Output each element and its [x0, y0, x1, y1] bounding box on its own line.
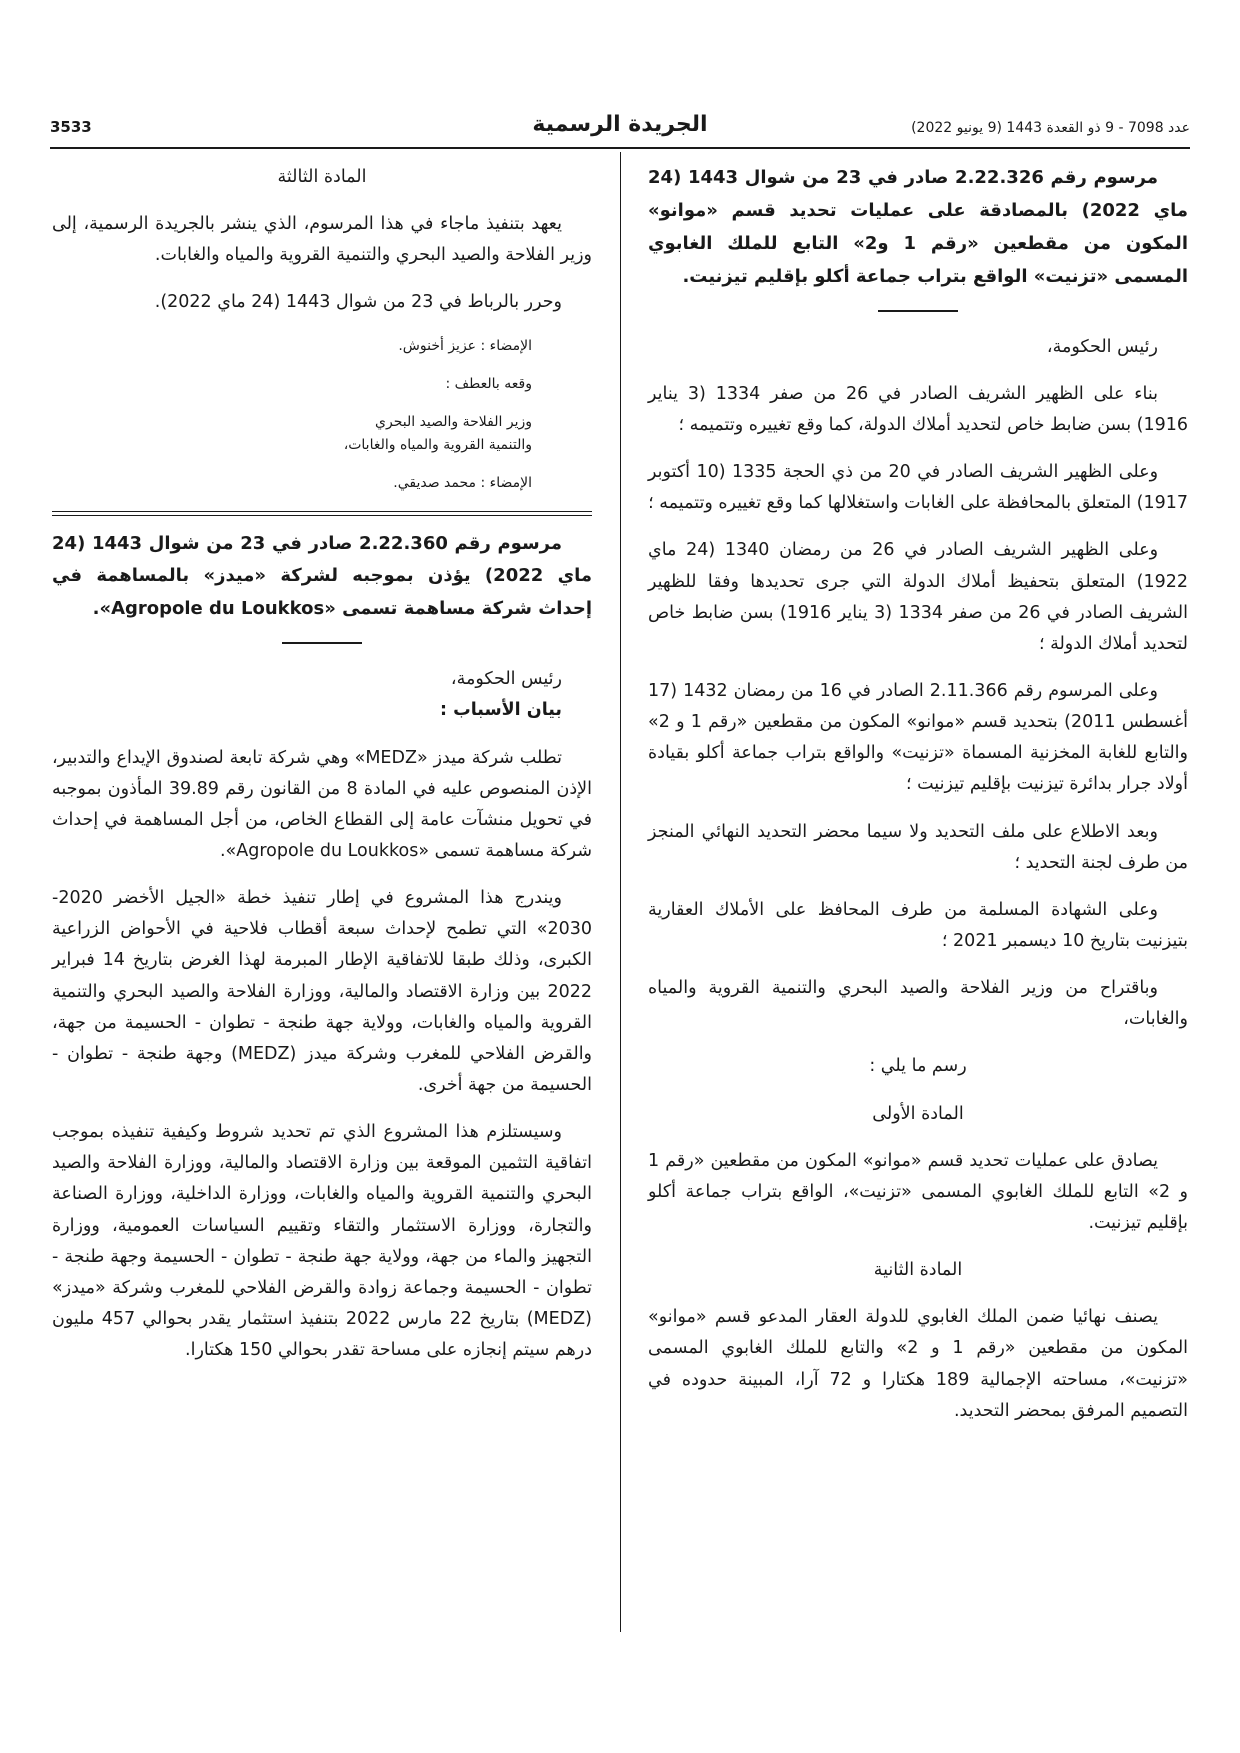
- reasons-paragraph: تطلب شركة ميدز «MEDZ» وهي شركة تابعة لصندوق الإيداع والتدبير، الإذن المنصوص عليه في المادة 8 من القانون رقم 39.89 المأذون بموجبه في تحويل منشآت عامة إلى القطاع الخاص، من أجل المساهمة في إحداث شركة مساهمة تسمى «Agropole du Loukkos».: [52, 747, 592, 862]
- preamble-paragraph: وعلى الظهير الشريف الصادر في 26 من رمضان 1340 (24 ماي 1922) المتعلق بتحفيظ أملاك الدولة التي جرى تحديدها وفقا للظهير الشريف الصادر في 26 من صفر 1334 (3 يناير 1916) بسن ضابط خاص لتحديد أملاك الدولة ؛: [648, 540, 1188, 654]
- reasons-title: بيان الأسباب :: [440, 700, 562, 721]
- title-separator: [878, 310, 958, 312]
- minister-title-line1: وزير الفلاحة والصيد البحري: [375, 414, 532, 431]
- journal-title: الجريدة الرسمية: [532, 112, 708, 137]
- left-column: [52, 162, 592, 1382]
- preamble-paragraph: وبعد الاطلاع على ملف التحديد ولا سيما محضر التحديد النهائي المنجز من طرف لجنة التحديد ؛: [648, 821, 1188, 873]
- minister-signature: الإمضاء : محمد صديقي.: [393, 475, 532, 492]
- page-number: 3533: [50, 118, 92, 136]
- decree-title: مرسوم رقم 2.22.360 صادر في 23 من شوال 1443 (24 ماي 2022) يؤذن بموجبه لشركة «ميدز» بالمساهمة في إحداث شركة مساهمة تسمى «Agropole du Loukkos».: [52, 532, 592, 620]
- preamble-paragraph: وعلى المرسوم رقم 2.11.366 الصادر في 16 من رمضان 1432 (17 أغسطس 2011) بتحديد قسم «موانو» المكون من مقطعين «رقم 1 و 2» والتابع للغابة المخزنية المسماة «تزنيت» والواقع بتراب جماعة أكلو بقيادة أولاد جرار بدائرة تيزنيت بإقليم تيزنيت ؛: [648, 681, 1189, 795]
- article-text: يصادق على عمليات تحديد قسم «موانو» المكون من مقطعين «رقم 1 و 2» التابع للملك الغابوي المسمى «تزنيت»، الواقع بتراب جماعة أكلو بإقليم تيزنيت.: [648, 1150, 1189, 1233]
- right-column: [648, 162, 1188, 1443]
- title-separator: [282, 642, 362, 644]
- header-rule: [50, 147, 1190, 149]
- article-text: يصنف نهائيا ضمن الملك الغابوي للدولة العقار المدعو قسم «موانو» المكون من مقطعين «رقم 1 و 2» والتابع للملك الغابوي المسمى «تزنيت»، مساحته الإجمالية 189 هكتارا و 72 آرا، المبينة حدوده في التصميم المرفق بمحضر التحديد.: [648, 1307, 1189, 1421]
- countersigned-label: وقعه بالعطف :: [445, 375, 532, 392]
- article-text: يعهد بتنفيذ ماجاء في هذا المرسوم، الذي ينشر بالجريدة الرسمية، إلى وزير الفلاحة والصيد البحري والتنمية القروية والمياه والغابات.: [52, 214, 592, 266]
- section-double-rule: [52, 511, 592, 516]
- reasons-paragraph: وسيستلزم هذا المشروع الذي تم تحديد شروط وكيفية تنفيذه بموجب اتفاقية التثمين الموقعة بين وزارة الاقتصاد والمالية، ووزارة الفلاحة والصيد البحري والتنمية القروية والمياه والغابات، ووزارة الداخلية، ووزارة الصناعة والتجارة، ووزارة الاستثمار والتقاء وتقييم السياسات العمومية، ووزارة التجهيز والماء من جهة، وولاية جهة طنجة - تطوان - الحسيمة وجهة طنجة - تطوان - الحسيمة وجماعة زوادة والقرض الفلاحي للمغرب وشركة «ميدز» (MEDZ) بتاريخ 22 مارس 2022 بتنفيذ استثمار يقدر بحوالي 457 مليون درهم سيتم إنجازه على مساحة تقدر بحوالي 150 هكتارا.: [52, 1122, 592, 1361]
- issue-info: عدد 7098 - 9 ذو القعدة 1443 (9 يونيو 2022): [911, 120, 1190, 136]
- preamble-paragraph: وعلى الظهير الشريف الصادر في 20 من ذي الحجة 1335 (10 أكتوبر 1917) المتعلق بالمحافظة على الغابات واستغلالها كما وقع تغييره وتتميمه ؛: [648, 462, 1188, 514]
- signature: الإمضاء : عزيز أخنوش.: [398, 337, 532, 354]
- article-title: المادة الأولى: [872, 1103, 964, 1124]
- reasons-paragraph: ويندرج هذا المشروع في إطار تنفيذ خطة «الجيل الأخضر 2020-2030» التي تطمح لإحداث سبعة أقطاب فلاحية في الأحواض الزراعية الكبرى، وذلك طبقا للاتفاقية الإطار المبرمة لهذا الغرض بتاريخ 14 فبراير 2022 بين وزارة الاقتصاد والمالية، ووزارة الفلاحة والصيد البحري والتنمية القروية والمياه والغابات، وولاية جهة طنجة - تطوان - الحسيمة من جهة، والقرض الفلاحي للمغرب وشركة ميدز (MEDZ) وجهة طنجة - تطوان - الحسيمة من جهة أخرى.: [52, 888, 593, 1096]
- preamble-paragraph: بناء على الظهير الشريف الصادر في 26 من صفر 1334 (3 يناير 1916) بسن ضابط خاص لتحديد أملاك الدولة، كما وقع تغييره وتتميمه ؛: [648, 383, 1188, 436]
- article-title: المادة الثانية: [873, 1260, 963, 1281]
- minister-title-line2: والتنمية القروية والمياه والغابات،: [343, 436, 532, 453]
- decree-title: مرسوم رقم 2.22.326 صادر في 23 من شوال 1443 (24 ماي 2022) بالمصادقة على عمليات تحديد قسم «موانو» المكون من مقطعين «رقم 1 و2» التابع للملك الغابوي المسمى «تزنيت» الواقع بتراب جماعة أكلو بإقليم تيزنيت.: [648, 167, 1188, 287]
- article-title: المادة الثالثة: [277, 167, 367, 187]
- preamble-paragraph: وباقتراح من وزير الفلاحة والصيد البحري والتنمية القروية والمياه والغابات،: [648, 978, 1188, 1030]
- preamble-paragraph: وعلى الشهادة المسلمة من طرف المحافظ على الأملاك العقارية بتيزنيت بتاريخ 10 ديسمبر 2021 ؛: [648, 899, 1188, 951]
- head-of-government: رئيس الحكومة،: [450, 669, 562, 690]
- done-at-line: وحرر بالرباط في 23 من شوال 1443 (24 ماي 2022).: [154, 292, 562, 313]
- page-header: [50, 112, 1190, 146]
- decreed-line: رسم ما يلي :: [869, 1056, 967, 1077]
- head-of-government: رئيس الحكومة،: [1046, 336, 1158, 357]
- column-divider: [620, 152, 621, 1632]
